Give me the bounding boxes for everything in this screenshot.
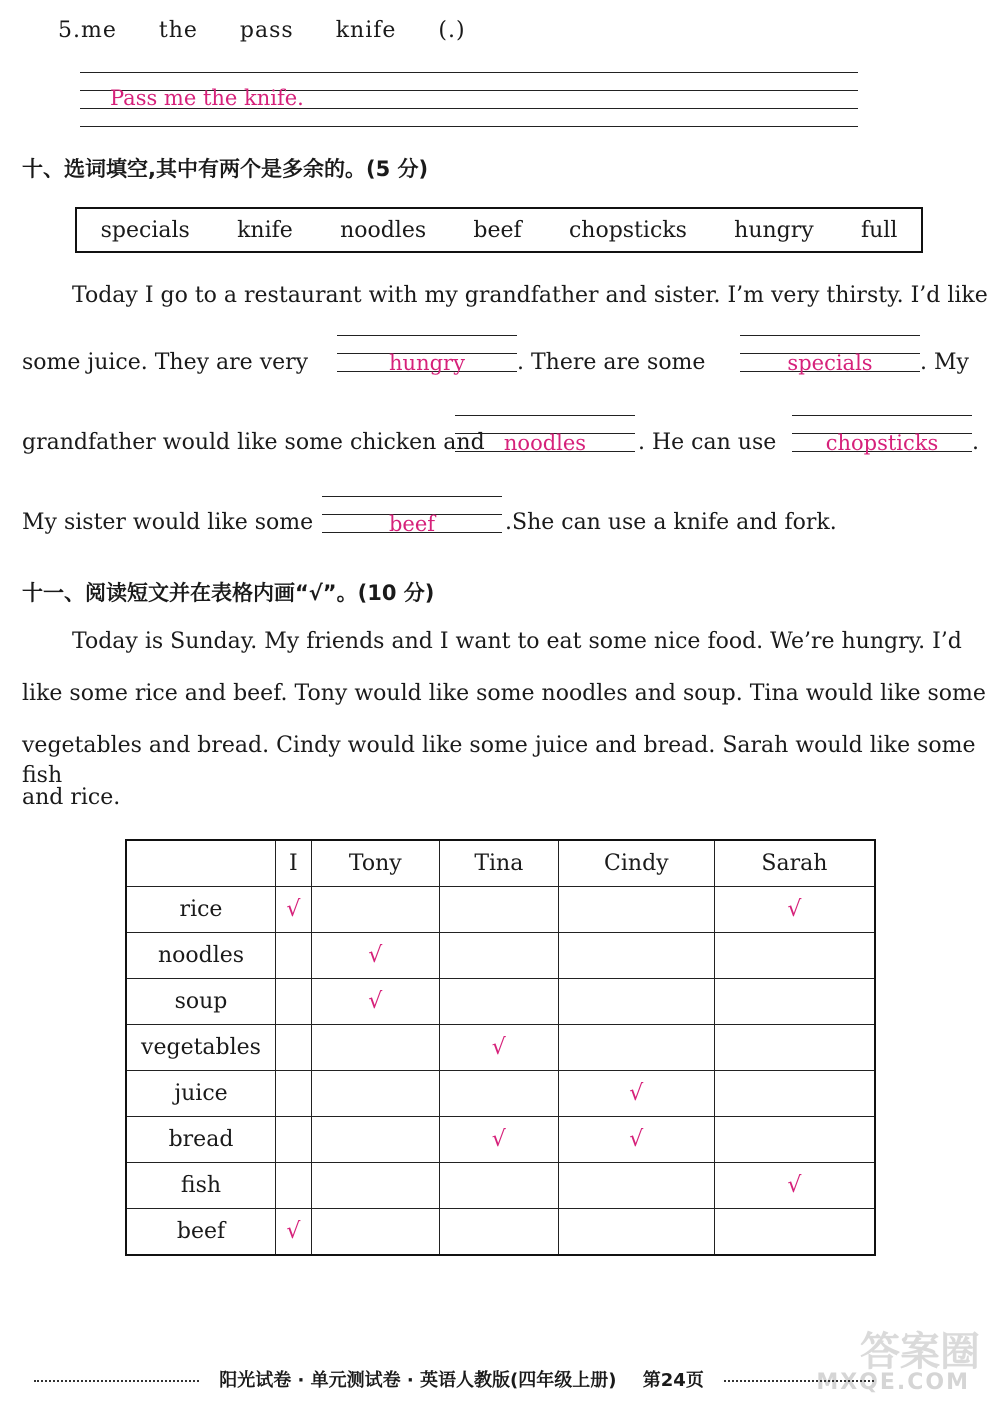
check-cell[interactable] — [558, 887, 714, 933]
row-header: fish — [126, 1163, 276, 1209]
check-cell[interactable] — [558, 1025, 714, 1071]
check-cell[interactable]: √ — [558, 1071, 714, 1117]
column-header: Tina — [439, 840, 558, 887]
check-cell[interactable] — [276, 1025, 312, 1071]
check-cell[interactable] — [276, 1163, 312, 1209]
footer-page-number: 第24页 — [642, 1370, 704, 1391]
word-bank-item: knife — [237, 217, 293, 243]
row-header: soup — [126, 979, 276, 1025]
reading-passage-line: like some rice and beef. Tony would like some noodles and soup. Tina would like some — [22, 681, 986, 706]
check-cell[interactable] — [558, 1163, 714, 1209]
check-cell[interactable]: √ — [311, 933, 439, 979]
word-bank-item: beef — [473, 217, 522, 243]
column-header: Cindy — [558, 840, 714, 887]
word-bank-item: noodles — [340, 217, 427, 243]
row-header: vegetables — [126, 1025, 276, 1071]
table-row — [126, 933, 875, 979]
section-11-heading: 十一、阅读短文并在表格内画“√”。(10 分) — [22, 581, 435, 605]
table-row — [126, 1071, 875, 1117]
q5-word: (.) — [438, 18, 466, 43]
column-header: I — [276, 840, 312, 887]
check-cell[interactable] — [439, 1209, 558, 1256]
blank-1 — [337, 335, 517, 381]
check-cell[interactable] — [439, 933, 558, 979]
section-10-heading: 十、选词填空,其中有两个是多余的。(5 分) — [22, 157, 429, 181]
passage-line-1: Today I go to a restaurant with my grandfather and sister. I’m very thirsty. I’d like — [72, 283, 988, 308]
footer-dots-right — [724, 1380, 874, 1382]
passage-line-3c: . — [972, 430, 979, 455]
table-row — [126, 1209, 875, 1256]
passage-line-2c: . My — [920, 350, 969, 375]
blank-3 — [455, 415, 635, 461]
blank-4 — [792, 415, 972, 461]
check-cell[interactable] — [311, 887, 439, 933]
check-cell[interactable] — [311, 1163, 439, 1209]
word-bank — [75, 207, 923, 253]
word-bank-item: hungry — [734, 217, 814, 243]
word-bank-item: chopsticks — [568, 217, 687, 243]
page-footer — [34, 1366, 970, 1392]
check-cell[interactable] — [558, 1209, 714, 1256]
blank-4-answer: chopsticks — [825, 431, 939, 455]
check-cell[interactable]: √ — [276, 1209, 312, 1256]
word-bank-item: specials — [100, 217, 190, 243]
check-cell[interactable]: √ — [439, 1117, 558, 1163]
blank-1-answer: hungry — [389, 351, 465, 375]
check-cell[interactable] — [439, 887, 558, 933]
check-cell[interactable] — [276, 933, 312, 979]
column-header: Sarah — [714, 840, 875, 887]
question-5-words — [58, 18, 500, 43]
reading-passage-line: vegetables and bread. Cindy would like some juice and bread. Sarah would like some fish — [22, 733, 976, 788]
check-cell[interactable]: √ — [439, 1025, 558, 1071]
passage-line-2a: some juice. They are very — [22, 350, 309, 375]
row-header: bread — [126, 1117, 276, 1163]
table-row — [126, 1117, 875, 1163]
check-cell[interactable] — [311, 1209, 439, 1256]
writing-line — [80, 126, 858, 127]
passage-line-4b: .She can use a knife and fork. — [505, 510, 837, 535]
blank-3-answer: noodles — [503, 431, 587, 455]
row-header: beef — [126, 1209, 276, 1256]
column-header: Tony — [311, 840, 439, 887]
check-cell[interactable] — [439, 979, 558, 1025]
row-header: rice — [126, 887, 276, 933]
writing-line — [80, 72, 858, 73]
watermark-site: MXQE.COM — [816, 1370, 970, 1395]
check-cell[interactable] — [276, 979, 312, 1025]
check-cell[interactable]: √ — [714, 887, 875, 933]
table-row — [126, 887, 875, 933]
table-row — [126, 979, 875, 1025]
check-cell[interactable] — [311, 1025, 439, 1071]
q5-answer: Pass me the knife. — [110, 86, 304, 110]
check-cell[interactable] — [714, 1071, 875, 1117]
check-cell[interactable] — [714, 1209, 875, 1256]
word-bank-item: full — [860, 217, 898, 243]
q5-word: knife — [335, 18, 397, 43]
passage-line-2b: . There are some — [517, 350, 706, 375]
check-cell[interactable]: √ — [311, 979, 439, 1025]
q5-word: 5.me — [58, 18, 117, 43]
check-cell[interactable] — [439, 1071, 558, 1117]
check-cell[interactable] — [714, 979, 875, 1025]
watermark-logo: 答案圈 — [860, 1329, 980, 1375]
blank-5 — [322, 496, 502, 542]
footer-dots-left — [34, 1380, 199, 1382]
check-cell[interactable]: √ — [276, 887, 312, 933]
passage-line-3b: . He can use — [638, 430, 777, 455]
check-cell[interactable] — [276, 1071, 312, 1117]
check-cell[interactable] — [311, 1071, 439, 1117]
footer-title: 阳光试卷 · 单元测试卷 · 英语人教版(四年级上册) — [219, 1370, 617, 1391]
row-header: noodles — [126, 933, 276, 979]
reading-passage-line: and rice. — [22, 785, 121, 810]
check-cell[interactable] — [714, 1117, 875, 1163]
check-cell[interactable] — [439, 1163, 558, 1209]
blank-2 — [740, 335, 920, 381]
q5-word: the — [158, 18, 198, 43]
q5-word: pass — [239, 18, 294, 43]
table-row — [126, 1163, 875, 1209]
food-table — [125, 839, 876, 1256]
blank-5-answer: beef — [388, 512, 436, 536]
table-corner-cell — [126, 840, 276, 887]
passage-line-3a: grandfather would like some chicken and — [22, 430, 485, 455]
table-row — [126, 1025, 875, 1071]
reading-passage-line: Today is Sunday. My friends and I want to eat some nice food. We’re hungry. I’d — [72, 629, 962, 654]
passage-line-4a: My sister would like some — [22, 510, 314, 535]
check-cell[interactable] — [311, 1117, 439, 1163]
check-cell[interactable]: √ — [558, 1117, 714, 1163]
check-cell[interactable] — [558, 979, 714, 1025]
table-header-row — [126, 840, 875, 887]
blank-2-answer: specials — [787, 351, 873, 375]
check-cell[interactable] — [714, 933, 875, 979]
check-cell[interactable]: √ — [714, 1163, 875, 1209]
check-cell[interactable] — [276, 1117, 312, 1163]
check-cell[interactable] — [558, 933, 714, 979]
check-cell[interactable] — [714, 1025, 875, 1071]
row-header: juice — [126, 1071, 276, 1117]
